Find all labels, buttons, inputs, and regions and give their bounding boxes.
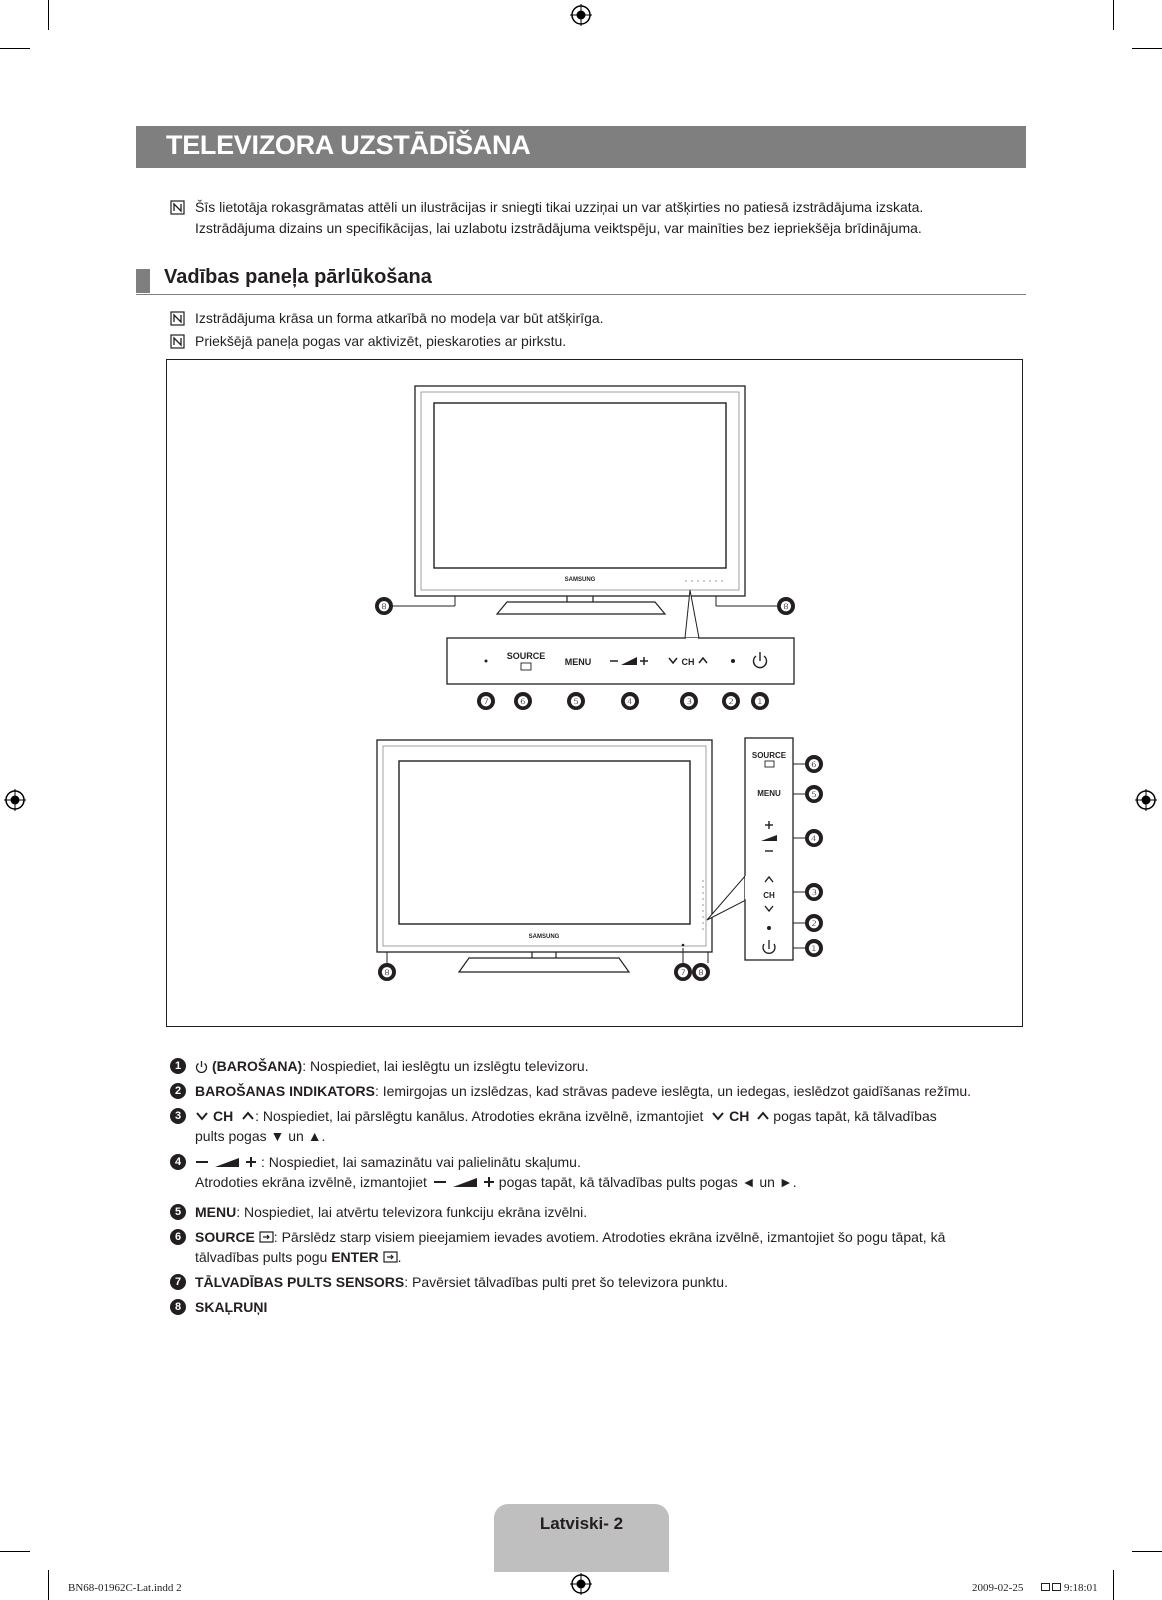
item-label: MENU (195, 1204, 237, 1220)
list-number: 7 (170, 1274, 186, 1290)
note-icon (170, 334, 185, 349)
placeholder-box (1052, 1583, 1061, 1591)
item-text: pogas tapāt, kā tālvadības (773, 1108, 937, 1124)
item-text: Atrodoties ekrāna izvēlnē, izmantojiet (195, 1174, 427, 1190)
item-label: CH (729, 1108, 750, 1124)
callout-2 (722, 692, 740, 710)
chevron-down-icon (195, 1111, 209, 1121)
crop-mark (48, 1570, 49, 1600)
item-label: SKAĻRUŅI (195, 1299, 268, 1315)
page-title: TELEVIZORA UZSTĀDĪŠANA (166, 130, 531, 160)
callout-6 (805, 755, 823, 773)
svg-text:❻: ❻ (808, 757, 820, 772)
section-note: Priekšējā paneļa pogas var aktivizēt, pieskaroties ar pirkstu. (195, 333, 567, 349)
intro-note (195, 197, 1025, 239)
placeholder-box (1041, 1583, 1050, 1591)
power-icon (195, 1060, 208, 1073)
svg-text:❽: ❽ (695, 965, 707, 980)
title-bar (136, 126, 1026, 168)
crop-mark (1113, 0, 1114, 30)
crop-mark (1113, 1570, 1114, 1600)
svg-text:❸: ❸ (808, 885, 820, 900)
item-text: : Iemirgojas un izslēdzas, kad strāvas padeve ieslēgta, un iedegas, ieslēdzot gaidīšanas režīmu. (374, 1083, 972, 1099)
section-rule (136, 294, 1026, 295)
menu-button-label: MENU (564, 657, 592, 667)
tv-front-top (415, 386, 745, 614)
brand-logo: SAMSUNG (528, 934, 560, 940)
callout-7 (477, 692, 495, 710)
volume-icon (195, 1156, 259, 1168)
svg-text:❸: ❸ (683, 694, 695, 709)
callout-5 (805, 785, 823, 803)
chevron-down-icon (711, 1111, 725, 1121)
control-panel-figure (166, 359, 1023, 1027)
callout-8 (378, 963, 396, 981)
crop-mark (1132, 48, 1162, 49)
list-number: 4 (170, 1154, 186, 1170)
ch-button-label: CH (763, 891, 775, 900)
item-label: ENTER (331, 1249, 379, 1265)
svg-text:❷: ❷ (808, 916, 820, 931)
svg-text:❽: ❽ (780, 599, 792, 614)
source-button-label: SOURCE (506, 651, 546, 661)
callout-1 (751, 692, 769, 710)
callout-3 (680, 692, 698, 710)
svg-text:❶: ❶ (808, 941, 820, 956)
svg-text:❹: ❹ (808, 831, 820, 846)
registration-mark-icon (1135, 789, 1157, 811)
item-text: tālvadības pults pogu (195, 1249, 328, 1265)
svg-text:❺: ❺ (808, 787, 820, 802)
section-note: Izstrādājuma krāsa un forma atkarībā no modeļa var būt atšķirīga. (195, 310, 604, 326)
item-label: CH (213, 1108, 234, 1124)
crop-mark (0, 48, 30, 49)
list-number: 6 (170, 1229, 186, 1245)
item-text: : Nospiediet, lai ieslēgtu un izslēgtu televizoru. (302, 1058, 589, 1074)
svg-text:❶: ❶ (754, 694, 766, 709)
remote-sensor-dot (485, 660, 488, 663)
item-text: : Nospiediet, lai atvērtu televizora funkciju ekrāna izvēlni. (236, 1204, 588, 1220)
crop-mark (0, 1551, 30, 1552)
date-slug: 2009-02-25 (972, 1582, 1024, 1594)
source-enter-icon (383, 1251, 398, 1263)
item-text: pults pogas ▼ un ▲. (195, 1128, 326, 1144)
list-number: 1 (170, 1058, 186, 1074)
svg-text:❻: ❻ (517, 694, 529, 709)
item-text: : Nospiediet, lai samazinātu vai palielinātu skaļumu. (261, 1154, 581, 1170)
note-icon (170, 200, 185, 215)
intro-note-line: Izstrādājuma dizains un specifikācijas, lai uzlabotu izstrādājuma veiktspēju, var mainīties bez iepriekšēja brīdinājuma. (195, 220, 922, 236)
callout-1 (805, 939, 823, 957)
tv-front-bottom (377, 740, 712, 972)
svg-text:❽: ❽ (381, 965, 393, 980)
svg-text:❹: ❹ (624, 694, 636, 709)
list-number: 3 (170, 1108, 186, 1124)
section-title: Vadības paneļa pārlūkošana (164, 266, 432, 288)
page-number: Latviski- 2 (539, 1514, 624, 1533)
vertical-control-panel (707, 738, 805, 960)
callout-6 (514, 692, 532, 710)
callout-8 (375, 597, 393, 615)
file-slug: BN68-01962C-Lat.indd 2 (68, 1582, 182, 1594)
crop-mark (48, 0, 49, 30)
svg-text:❽: ❽ (378, 599, 390, 614)
time-slug: 9:18:01 (1064, 1582, 1098, 1594)
source-enter-icon (259, 1231, 274, 1243)
callout-8 (777, 597, 795, 615)
callout-8 (692, 963, 710, 981)
ch-button-label: CH (681, 657, 695, 667)
svg-text:❼: ❼ (480, 694, 492, 709)
callout-3 (805, 883, 823, 901)
registration-mark-icon (4, 789, 26, 811)
list-number: 5 (170, 1204, 186, 1220)
registration-mark-icon (570, 4, 592, 26)
chevron-up-icon (756, 1111, 770, 1121)
section-marker (136, 269, 150, 293)
intro-note-line: Šīs lietotāja rokasgrāmatas attēli un ilustrācijas ir sniegti tikai uzziņai un var atšķirties no patiesā izstrādājuma izskata. (195, 199, 924, 215)
svg-text:❷: ❷ (725, 694, 737, 709)
item-text: : Pārslēdz starp visiem pieejamiem ievades avotiem. Atrodoties ekrāna izvēlnē, izmantojiet šo pogu tāpat, kā (273, 1229, 946, 1245)
list-number: 8 (170, 1299, 186, 1315)
item-label: SOURCE (195, 1229, 255, 1245)
power-indicator-dot (731, 659, 735, 663)
item-text: : Pavērsiet tālvadības pulti pret šo televizora punktu. (404, 1274, 728, 1290)
svg-text:❺: ❺ (570, 694, 582, 709)
item-label: (BAROŠANA) (212, 1058, 303, 1074)
volume-icon (433, 1176, 497, 1188)
svg-text:❼: ❼ (677, 965, 689, 980)
callout-2 (805, 914, 823, 932)
source-button-label: SOURCE (751, 751, 787, 760)
item-label: TĀLVADĪBAS PULTS SENSORS (195, 1274, 405, 1290)
registration-mark-icon (570, 1573, 592, 1595)
list-number: 2 (170, 1083, 186, 1099)
callout-7 (674, 963, 692, 981)
brand-logo: SAMSUNG (564, 577, 596, 583)
item-text: . (397, 1249, 402, 1265)
callout-4 (621, 692, 639, 710)
item-text: pogas tapāt, kā tālvadības pults pogas ◄ un ►. (498, 1174, 797, 1190)
crop-mark (1132, 1551, 1162, 1552)
callout-4 (805, 829, 823, 847)
note-icon (170, 311, 185, 326)
tv-illustration (167, 360, 1024, 1028)
item-text: : Nospiediet, lai pārslēgtu kanālus. Atrodoties ekrāna izvēlnē, izmantojiet (255, 1108, 704, 1124)
item-label: BAROŠANAS INDIKATORS (195, 1083, 375, 1099)
chevron-up-icon (241, 1111, 255, 1121)
page-number-tab (494, 1504, 669, 1572)
menu-button-label: MENU (757, 789, 781, 798)
callout-5 (567, 692, 585, 710)
